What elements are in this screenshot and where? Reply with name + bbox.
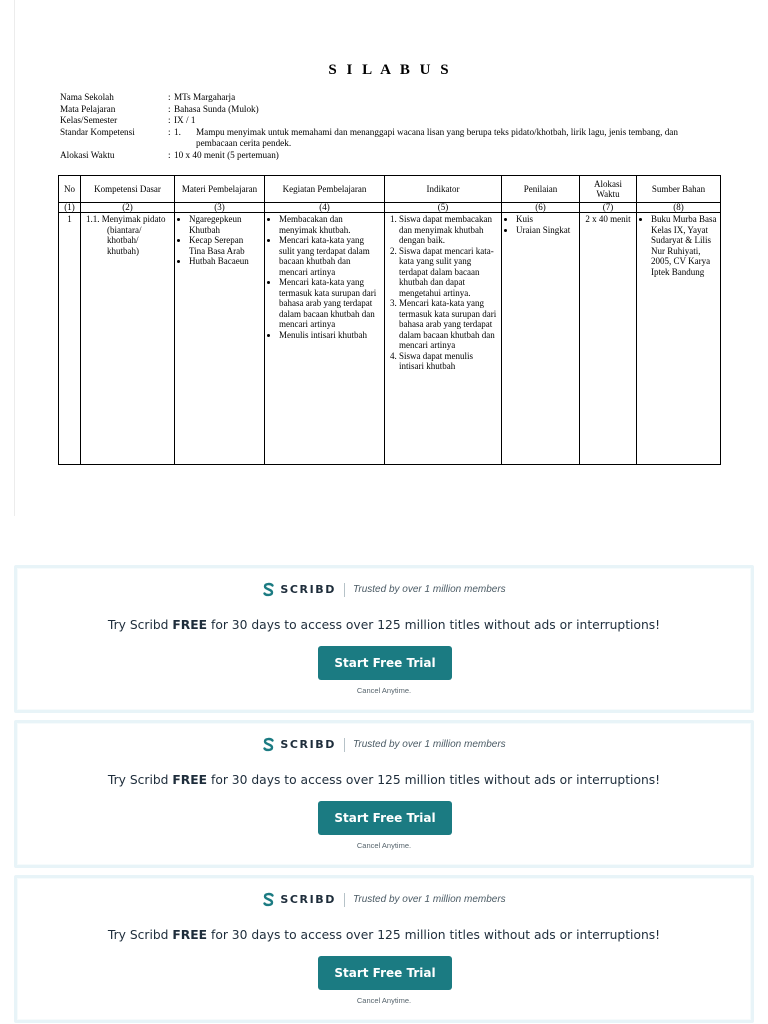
column-number: (2) bbox=[81, 203, 175, 213]
meta-separator: : bbox=[168, 92, 171, 102]
column-header: Kegiatan Pembelajaran bbox=[265, 176, 385, 203]
list-item: • Kecap Serepan Tina Basa Arab bbox=[189, 235, 261, 256]
meta-label: Alokasi Waktu bbox=[60, 149, 115, 160]
list-item: • Menulis intisari khutbah bbox=[279, 330, 381, 341]
cancel-note: Cancel Anytime. bbox=[356, 686, 412, 695]
meta-label: Mata Pelajaran bbox=[60, 103, 116, 114]
cell-alokasi: 2 x 40 menit bbox=[580, 213, 637, 465]
scribd-logo-icon bbox=[262, 737, 275, 752]
column-number: (3) bbox=[175, 203, 265, 213]
column-header: No bbox=[59, 176, 81, 203]
document-meta bbox=[60, 92, 720, 162]
column-number-row bbox=[59, 203, 721, 213]
cell-kompetensi: 1.1. Menyimak pidato (biantara/ khotbah/ khutbah) bbox=[81, 213, 175, 465]
meta-label: Nama Sekolah bbox=[60, 92, 114, 102]
table-header-row bbox=[59, 176, 721, 203]
headline-text: for 30 days to access over 125 million titles without ads or interruptions! bbox=[207, 618, 661, 632]
list-item: • Hutbah Bacaeun bbox=[189, 256, 261, 267]
promo-headline bbox=[17, 773, 751, 787]
brand-name: SCRIBD bbox=[280, 738, 337, 751]
headline-bold: FREE bbox=[172, 618, 208, 632]
column-number: (6) bbox=[502, 203, 580, 213]
standard-number: 1. bbox=[174, 126, 181, 137]
column-number: (1) bbox=[59, 203, 81, 213]
meta-separator: : bbox=[168, 115, 171, 126]
meta-separator: : bbox=[168, 149, 171, 160]
scribd-promo-banner bbox=[14, 565, 754, 713]
brand-name: SCRIBD bbox=[280, 893, 337, 906]
row-number: 1 bbox=[59, 213, 81, 465]
column-number: (8) bbox=[637, 203, 721, 213]
column-header: Materi Pembelajaran bbox=[175, 176, 265, 203]
trusted-text: Trusted by over 1 million members bbox=[353, 739, 506, 750]
column-header: Kompetensi Dasar bbox=[81, 176, 175, 203]
cell-kegiatan bbox=[265, 213, 385, 465]
scribd-promo-banner bbox=[14, 720, 754, 868]
scribd-logo-icon bbox=[262, 892, 275, 907]
list-item: 1. Siswa dapat membacakan dan menyimak khutbah dengan baik. bbox=[399, 214, 498, 246]
list-item: 2. Siswa dapat mencari kata-kata yang sulit yang terdapat dalam bacaan khutbah dan dapat mengetahui artinya. bbox=[399, 246, 498, 299]
meta-value: IX / 1 bbox=[174, 115, 196, 126]
headline-bold: FREE bbox=[172, 928, 208, 942]
divider bbox=[344, 738, 345, 752]
headline-text: Try Scribd bbox=[107, 928, 173, 942]
meta-value bbox=[174, 127, 720, 150]
cell-indikator bbox=[385, 213, 502, 465]
column-number: (4) bbox=[265, 203, 385, 213]
meta-label: Standar Kompetensi bbox=[60, 126, 135, 137]
meta-separator: : bbox=[168, 126, 171, 137]
cell-sumber bbox=[637, 213, 721, 465]
column-header: Alokasi Waktu bbox=[580, 176, 637, 203]
cancel-note: Cancel Anytime. bbox=[356, 841, 412, 850]
headline-text: Try Scribd bbox=[107, 773, 173, 787]
column-header: Penilaian bbox=[502, 176, 580, 203]
meta-row-time bbox=[60, 150, 720, 162]
meta-label: Kelas/Semester bbox=[60, 115, 118, 126]
column-header: Sumber Bahan bbox=[637, 176, 721, 203]
promo-headline bbox=[17, 618, 751, 632]
meta-row-standard bbox=[60, 127, 720, 150]
trusted-text: Trusted by over 1 million members bbox=[353, 584, 506, 595]
headline-text: Try Scribd bbox=[107, 618, 173, 632]
column-number: (5) bbox=[385, 203, 502, 213]
brand-row bbox=[17, 737, 751, 752]
standard-text: Mampu menyimak untuk memahami dan menanggapi wacana lisan yang berupa teks pidato/khotbah, lirik lagu, jenis tembang, dan pembacaan cerita pendek. bbox=[196, 126, 678, 149]
document-title: S I L A B U S bbox=[328, 62, 452, 78]
brand-row bbox=[17, 582, 751, 597]
headline-text: for 30 days to access over 125 million titles without ads or interruptions! bbox=[207, 773, 661, 787]
meta-row-school bbox=[60, 92, 720, 104]
cell-penilaian bbox=[502, 213, 580, 465]
list-item: • Mencari kata-kata yang termasuk kata surupan dari bahasa arab yang terdapat dalam bacaan khutbah dan mencari artinya bbox=[279, 277, 381, 330]
column-header: Indikator bbox=[385, 176, 502, 203]
divider bbox=[344, 893, 345, 907]
cancel-note: Cancel Anytime. bbox=[356, 996, 412, 1005]
scribd-promo-banner bbox=[14, 875, 754, 1023]
promo-headline bbox=[17, 928, 751, 942]
meta-value: MTs Margaharja bbox=[174, 92, 236, 102]
start-free-trial-button[interactable]: Start Free Trial bbox=[318, 801, 452, 835]
list-item: • Membacakan dan menyimak khutbah. bbox=[279, 214, 381, 235]
headline-bold: FREE bbox=[172, 773, 208, 787]
meta-value: Bahasa Sunda (Mulok) bbox=[174, 103, 259, 114]
list-item: • Uraian Singkat bbox=[516, 225, 576, 236]
meta-row-class bbox=[60, 115, 720, 127]
list-item: • Kuis bbox=[516, 214, 576, 225]
brand-name: SCRIBD bbox=[280, 583, 337, 596]
headline-text: for 30 days to access over 125 million titles without ads or interruptions! bbox=[207, 928, 661, 942]
scribd-logo-icon bbox=[262, 582, 275, 597]
brand-row bbox=[17, 892, 751, 907]
list-item: • Mencari kata-kata yang sulit yang terdapat dalam bacaan khutbah dan mencari artinya bbox=[279, 235, 381, 277]
start-free-trial-button[interactable]: Start Free Trial bbox=[318, 646, 452, 680]
list-item: • Ngaregepkeun Khutbah bbox=[189, 214, 261, 235]
meta-row-subject bbox=[60, 104, 720, 116]
syllabus-table bbox=[58, 175, 721, 465]
list-item: 3. Mencari kata-kata yang termasuk kata surupan dari bahasa arab yang terdapat dalam bacaan khutbah dan mencari artinya bbox=[399, 298, 498, 351]
column-number: (7) bbox=[580, 203, 637, 213]
list-item: • Buku Murba Basa Kelas IX, Yayat Sudaryat & Lilis Nur Ruhiyati, 2005, CV Karya Iptek Bandung bbox=[651, 214, 717, 277]
meta-value: 10 x 40 menit (5 pertemuan) bbox=[174, 149, 279, 160]
start-free-trial-button[interactable]: Start Free Trial bbox=[318, 956, 452, 990]
table-row bbox=[59, 213, 721, 465]
trusted-text: Trusted by over 1 million members bbox=[353, 894, 506, 905]
list-item: 4. Siswa dapat menulis intisari khutbah bbox=[399, 351, 498, 372]
cell-materi bbox=[175, 213, 265, 465]
divider bbox=[344, 583, 345, 597]
meta-separator: : bbox=[168, 103, 171, 114]
